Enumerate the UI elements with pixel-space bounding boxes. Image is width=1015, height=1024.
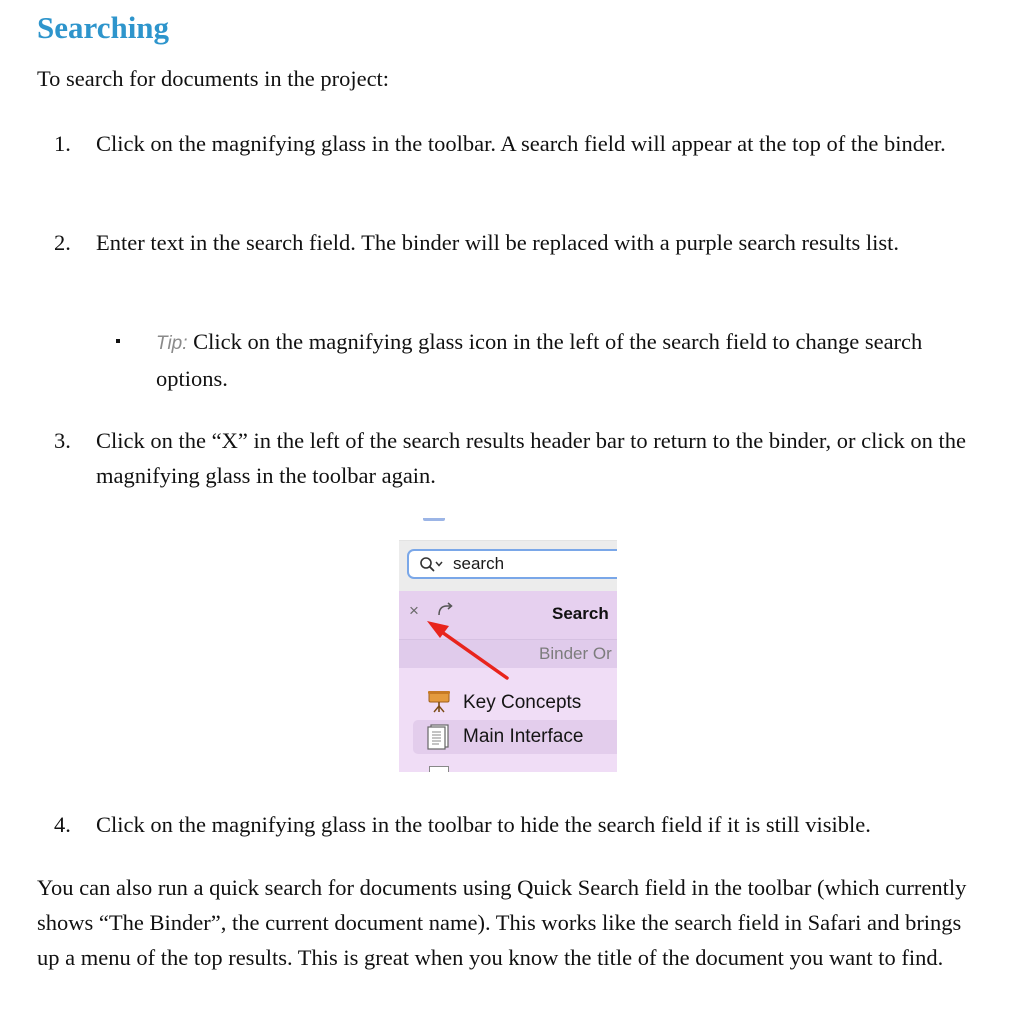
closing-paragraph: You can also run a quick search for documents using Quick Search field in the toolbar (which currently shows “The Binder”, the current document name). This works like the search field in Safari and brings up a menu of the top results. This is great when you know the title of the document you want to find. [37,875,967,970]
step-text: Click on the magnifying glass in the toolbar to hide the search field if it is still visible. [96,812,871,837]
search-results-list [399,668,617,772]
search-results-header [399,591,617,639]
tip-paragraph [156,324,966,396]
toolbar-button-remnant [423,518,445,521]
step-number: 2. [54,230,71,255]
step-text: Enter text in the search field. The binder will be replaced with a purple search results list. [96,230,900,255]
subheader-label: Binder Or [539,644,612,663]
document-icon [429,766,449,772]
item-label: Main Interface [463,726,584,747]
results-title: Search [552,604,609,623]
step-number: 3. [54,428,71,453]
results-subheader [399,639,617,668]
step-text: Click on the magnifying glass in the toolbar. A search field will appear at the top of the binder. [96,131,946,156]
search-value: search [453,554,505,573]
presentation-icon [427,690,451,719]
step-number: 1. [54,131,71,156]
section-heading: Searching [37,10,170,45]
close-search-results-button[interactable]: × [409,601,419,620]
list-item-selected[interactable] [413,720,617,754]
search-field[interactable] [407,549,617,579]
step-number: 4. [54,812,71,837]
toolbar-remnant [399,518,617,540]
intro-paragraph: To search for documents in the project: [37,66,390,91]
document-icon [427,724,451,755]
step-text: Click on the “X” in the left of the search results header bar to return to the binder, or click on the magnifying glass in the toolbar again. [96,428,967,488]
list-item[interactable] [399,685,617,719]
tip-text: Click on the magnifying glass icon in the left of the search field to change search options. [156,329,923,391]
redo-arrow-icon[interactable] [435,601,455,624]
item-label: Key Concepts [463,692,582,713]
tip-label: Tip: [156,333,188,354]
list-item-partial [399,766,617,772]
scrivener-binder-screenshot [399,518,617,772]
search-options-magnifier-icon[interactable] [419,556,447,577]
bullet-marker [116,339,120,343]
search-bar-area [399,541,617,591]
